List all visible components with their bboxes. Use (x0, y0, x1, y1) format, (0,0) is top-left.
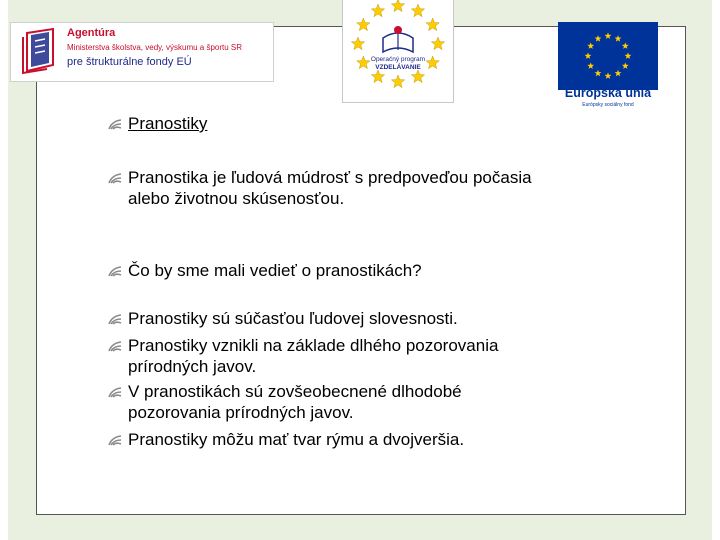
bullet-swirl-icon (108, 265, 122, 277)
eu-star-icon (605, 32, 612, 39)
op-star-icon (431, 37, 444, 50)
op-star-icon (426, 18, 439, 31)
eu-flag (558, 22, 658, 90)
op-star-icon (411, 70, 424, 83)
eu-star-icon (585, 52, 592, 59)
agency-title: Agentúra (67, 27, 116, 39)
op-star-icon (357, 18, 370, 31)
bullet-text: Čo by sme mali vedieť o pranostikách? (128, 261, 422, 280)
eu-star-icon (587, 62, 594, 69)
bullet-swirl-icon (108, 434, 122, 446)
agency-book-icon (17, 27, 63, 77)
eu-subtitle: Európsky sociálny fond (582, 102, 634, 108)
bullet-swirl-icon (108, 340, 122, 352)
slide-margin-left (0, 0, 8, 540)
bullet-text: Pranostiky vznikli na základe dlhého pozorovania (128, 336, 499, 355)
agency-funds-line: pre štrukturálne fondy EÚ (67, 56, 192, 68)
bullet-text: Pranostiky sú súčasťou ľudovej slovesnosti. (128, 309, 458, 328)
bullet-swirl-icon (108, 313, 122, 325)
eu-star-icon (625, 52, 632, 59)
bullet-text-continued: pozorovania prírodných javov. (128, 403, 354, 422)
eu-star-icon (622, 42, 629, 49)
bullet-text: Pranostiky (128, 114, 208, 133)
slide-margin-right (712, 0, 720, 540)
op-star-icon (411, 4, 424, 17)
op-star-icon (351, 37, 364, 50)
eu-star-icon (615, 35, 622, 42)
eu-stars-icon (558, 22, 658, 90)
agency-ministry-line: Ministerstva školstva, vedy, výskumu a športu SR (67, 43, 243, 52)
eu-star-icon (605, 72, 612, 79)
bullet-swirl-icon (108, 172, 122, 184)
eu-star-icon (587, 42, 594, 49)
bullet-text: Pranostika je ľudová múdrosť s predpoveďou počasia (128, 168, 532, 187)
eu-label: Európska únia (564, 86, 652, 100)
op-education-label: VZDELÁVANIE (375, 64, 421, 71)
bullet-text: Pranostiky môžu mať tvar rýmu a dvojveršia. (128, 430, 465, 449)
bullet-swirl-icon (108, 118, 122, 130)
op-star-icon (371, 4, 384, 17)
agency-logo (10, 22, 274, 82)
op-star-ring-icon (343, 0, 453, 102)
op-star-icon (371, 70, 384, 83)
op-education-logo (342, 0, 454, 103)
eu-star-icon (622, 62, 629, 69)
eu-star-icon (615, 70, 622, 77)
op-program-label: Operačný program (370, 56, 426, 63)
op-star-icon (391, 75, 404, 88)
bullet-text-continued: prírodných javov. (128, 357, 257, 376)
eu-star-icon (595, 35, 602, 42)
bullet-text-continued: alebo životnou skúsenosťou. (128, 189, 345, 208)
op-star-icon (391, 0, 404, 12)
eu-star-icon (595, 70, 602, 77)
bullet-swirl-icon (108, 386, 122, 398)
bullet-text: V pranostikách sú zovšeobecnené dlhodobé (128, 382, 462, 401)
